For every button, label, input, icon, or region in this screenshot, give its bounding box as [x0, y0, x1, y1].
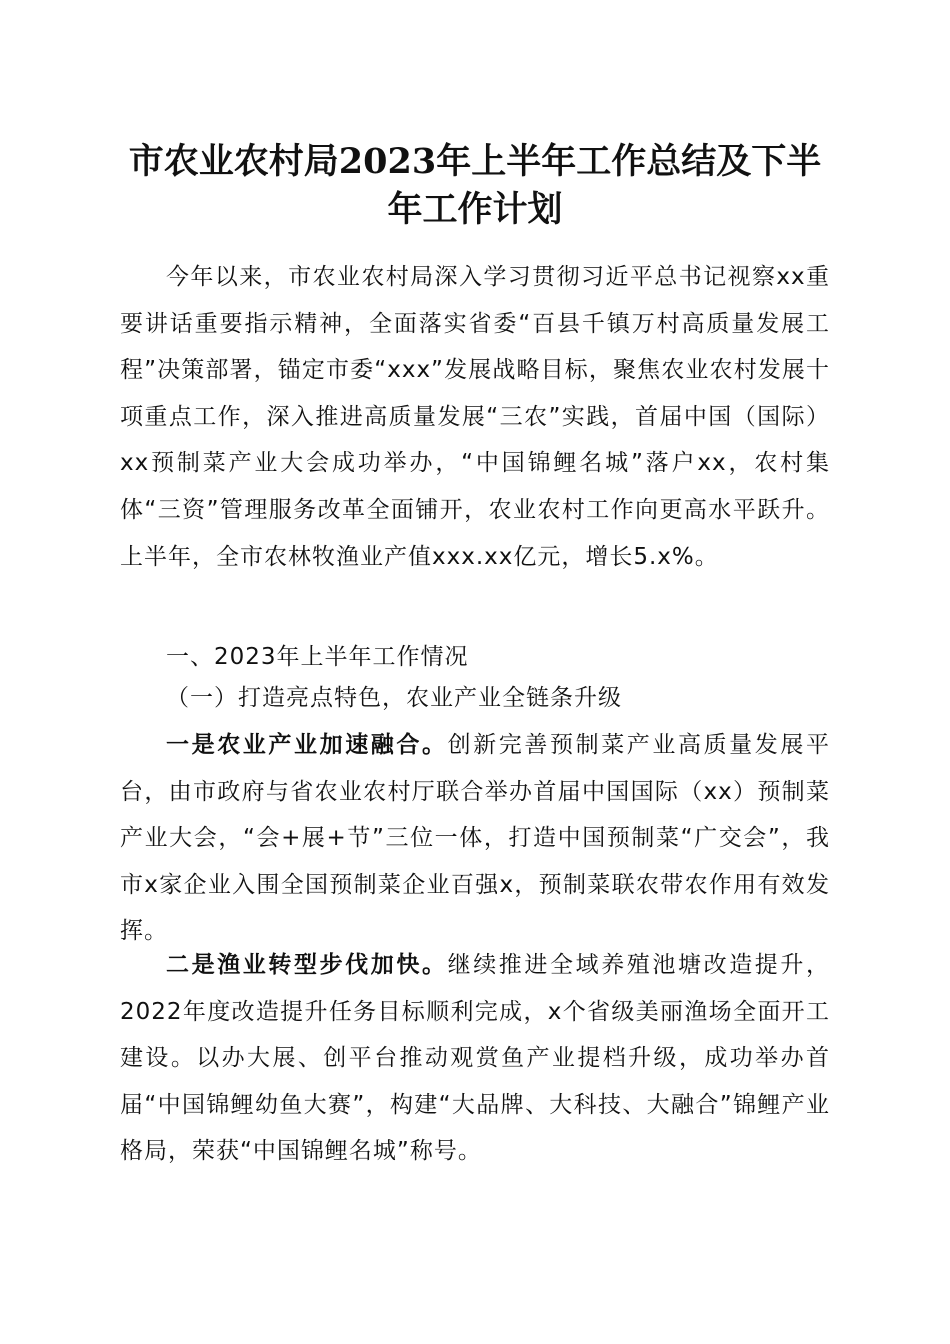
intro-paragraph: 今年以来，市农业农村局深入学习贯彻习近平总书记视察xx重要讲话重要指示精神，全面落实省委“百县千镇万村高质量发展工程”决策部署，锚定市委“xxx”发展战略目标，聚焦农业农村发展十项重点工作，深入推进高质量发展“三农”实践，首届中国（国际）xx预制菜产业大会成功举办，“中国锦鲤名城”落户xx，农村集体“三资”管理服务改革全面铺开，农业农村工作向更高水平跃升。上半年，全市农林牧渔业产值xxx.xx亿元，增长5.x%。: [120, 264, 830, 570]
paragraph-body: 继续推进全域养殖池塘改造提升，2022年度改造提升任务目标顺利完成，x个省级美丽渔场全面开工建设。以办大展、创平台推动观赏鱼产业提档升级，成功举办首届“中国锦鲤幼鱼大赛”，构建“大品牌、大科技、大融合”锦鲤产业格局，荣获“中国锦鲤名城”称号。: [120, 952, 831, 1165]
paragraph-lead: 二是渔业转型步伐加快。: [166, 952, 448, 978]
sub-heading: （一）打造亮点特色，农业产业全链条升级: [166, 685, 622, 711]
document-title-line-2: 年工作计划: [387, 189, 563, 230]
paragraph-body: 创新完善预制菜产业高质量发展平台，由市政府与省农业农村厅联合举办首届中国国际（xx）预制菜产业大会，“会+展+节”三位一体，打造中国预制菜“广交会”，我市x家企业入围全国预制菜企业百强x，预制菜联农带农作用有效发挥。: [120, 732, 831, 945]
document-title-line-1: 市农业农村局2023年上半年工作总结及下半: [128, 141, 822, 182]
paragraph-fishery-transformation: [120, 942, 830, 1175]
paragraph-lead: 一是农业产业加速融合。: [166, 732, 448, 758]
paragraph-agriculture-integration: [120, 722, 830, 955]
section-heading: 一、2023年上半年工作情况: [166, 644, 469, 670]
